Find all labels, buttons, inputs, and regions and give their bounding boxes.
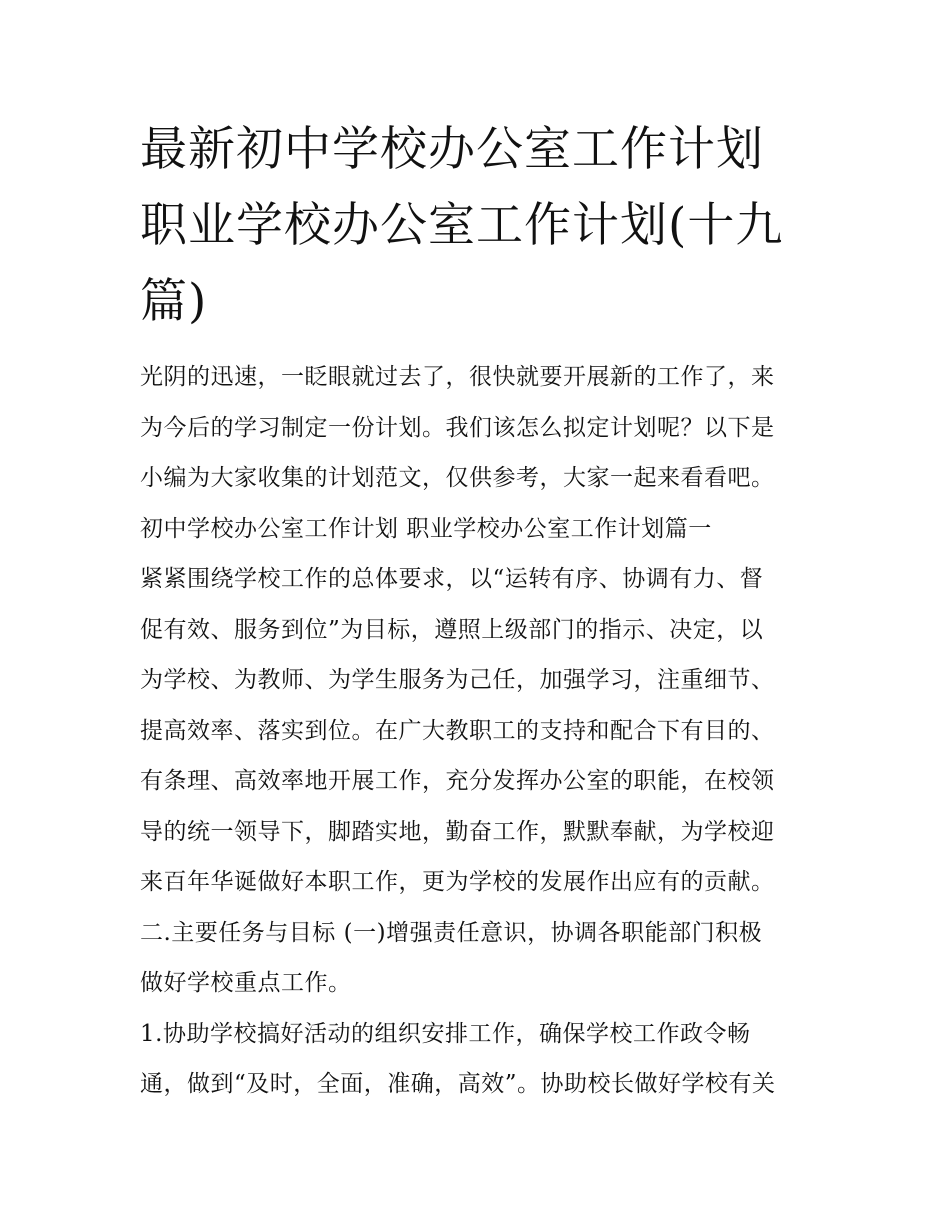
body-line: 做好学校重点工作。 bbox=[140, 970, 352, 996]
body-line: 为学校、为教师、为学生服务为己任，加强学习，注重细节、 bbox=[140, 667, 775, 693]
body-line: 紧紧围绕学校工作的总体要求，以“运转有序、协调有力、督 bbox=[140, 566, 764, 592]
document-body bbox=[140, 352, 820, 1110]
body-line: 来百年华诞做好本职工作，更为学校的发展作出应有的贡献。 bbox=[140, 869, 775, 895]
title-line-3: 篇) bbox=[140, 274, 208, 329]
body-line: 提高效率、落实到位。在广大教职工的支持和配合下有目的、 bbox=[140, 717, 775, 744]
section-heading-line: 初中学校办公室工作计划 职业学校办公室工作计划篇一 bbox=[140, 515, 712, 542]
body-line: 1.协助学校搞好活动的组织安排工作，确保学校工作政令畅 bbox=[140, 1020, 751, 1047]
body-line: 促有效、服务到位”为目标，遵照上级部门的指示、决定，以 bbox=[140, 616, 764, 643]
body-line: 导的统一领导下，脚踏实地，勤奋工作，默默奉献，为学校迎 bbox=[140, 818, 775, 845]
body-line: 二.主要任务与目标 (一)增强责任意识，协调各职能部门积极 bbox=[140, 919, 763, 946]
body-line: 为今后的学习制定一份计划。我们该怎么拟定计划呢？以下是 bbox=[140, 414, 775, 441]
title-line-1: 最新初中学校办公室工作计划 bbox=[140, 122, 764, 177]
body-line: 通，做到“及时，全面，准确，高效”。协助校长做好学校有关 bbox=[140, 1071, 776, 1097]
body-line: 光阴的迅速，一眨眼就过去了，很快就要开展新的工作了，来 bbox=[140, 364, 775, 390]
document-title bbox=[140, 112, 820, 340]
body-line: 小编为大家收集的计划范文，仅供参考，大家一起来看看吧。 bbox=[140, 465, 775, 491]
body-line: 有条理、高效率地开展工作，充分发挥办公室的职能，在校领 bbox=[140, 768, 775, 794]
document-page bbox=[140, 112, 820, 1110]
title-line-2: 职业学校办公室工作计划(十九 bbox=[140, 198, 784, 253]
